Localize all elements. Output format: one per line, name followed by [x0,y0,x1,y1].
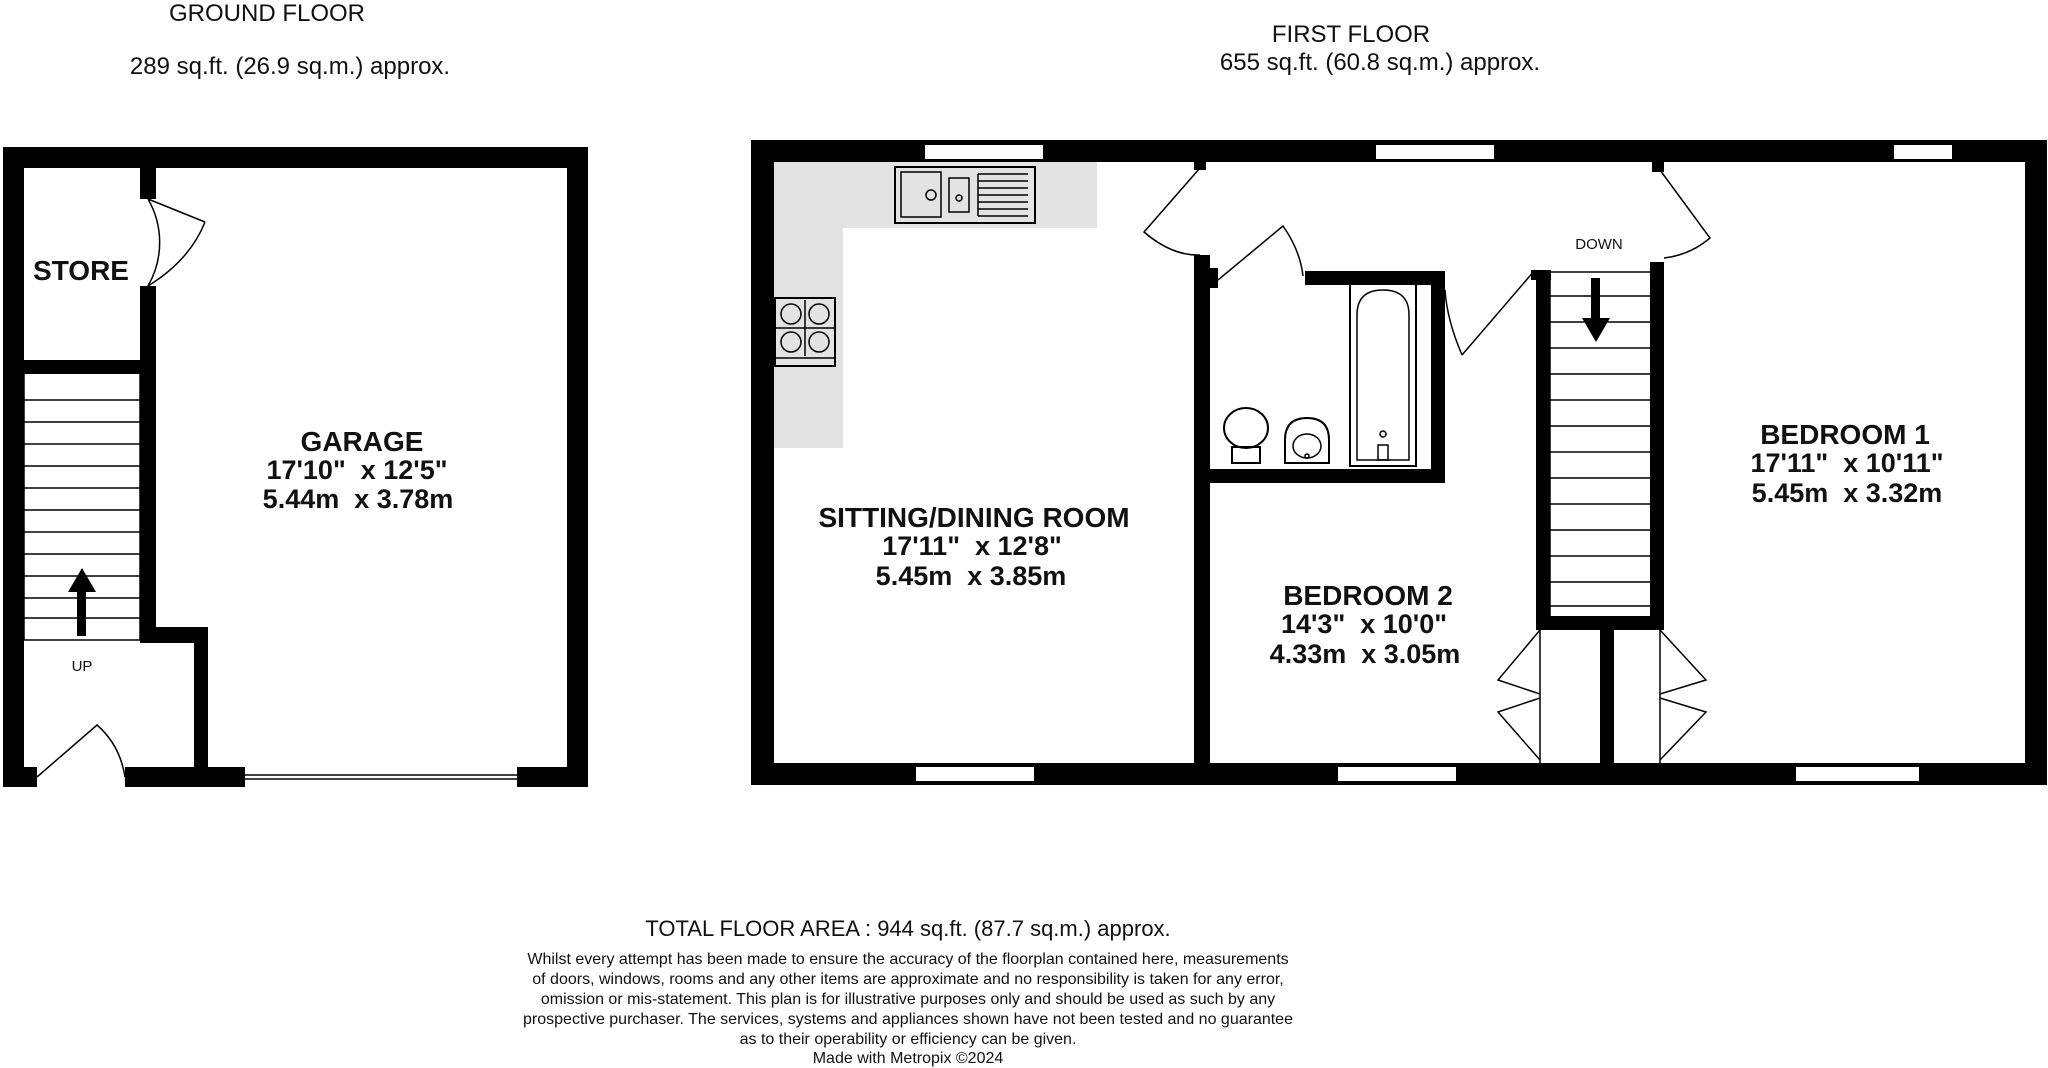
bath-wall-bottom [1210,469,1445,483]
sitting-room-metric: 5.45m x 3.85m [875,561,1067,591]
store-label: STORE [33,255,129,286]
ff-wall-left [751,140,774,785]
bedroom2-name: BEDROOM 2 [1283,580,1453,611]
cupboard-door-right-top [1660,630,1706,694]
garage-imperial: 17'10" x 12'5" [266,455,448,485]
ground-floor-plan [3,147,588,787]
bedroom1-door [1660,170,1710,258]
bedroom2-metric: 4.33m x 3.05m [1269,639,1461,669]
metropix-credit: Made with Metropix ©2024 [812,1050,1004,1067]
stair-wall-left [1536,270,1550,628]
gf-store-wall-top [140,147,156,199]
stair-wall-bottom [1536,616,1664,630]
gf-store-wall-lower [140,286,156,628]
ff-window-bed1-top [1893,144,1953,160]
stair-wall-top-stub [1531,270,1551,280]
ff-wall-sitting-right [1194,255,1210,763]
up-arrow-icon [77,590,86,636]
first-floor-area: 655 sq.ft. (60.8 sq.m.) approx. [1219,49,1541,76]
bath-icon [1350,284,1416,466]
ff-window-landing [1375,144,1495,160]
down-label: DOWN [1575,236,1623,253]
first-floor-title: FIRST FLOOR [1271,21,1431,48]
disclaimer-line-5: as to their operability or efficiency can be given. [739,1031,1077,1048]
total-floor-area: TOTAL FLOOR AREA : 944 sq.ft. (87.7 sq.m.) approx. [645,916,1171,941]
up-label: UP [71,658,93,675]
bedroom1-name: BEDROOM 1 [1760,419,1930,450]
disclaimer-line-4: prospective purchaser. The services, systems and appliances shown have not been tested and no guarantee [523,1011,1293,1028]
first-floor-stairs [1550,272,1650,616]
gf-store-floor-wall [24,360,140,374]
ff-wall-right [2025,140,2047,785]
bath-wall-left-stub [1210,268,1218,288]
entrance-door [37,725,125,777]
ground-floor-title: GROUND FLOOR [168,0,366,27]
sitting-room-name: SITTING/DINING ROOM [818,502,1130,533]
garage-name: GARAGE [300,426,424,457]
ff-window-kitchen [924,144,1044,160]
bath-wall-right [1431,271,1445,483]
sitting-door [1144,168,1200,255]
gf-wall-bottom-left [3,767,37,787]
disclaimer-line-2: of doors, windows, rooms and any other items are approximate and no responsibility is taken for any error, [532,971,1284,988]
garage-metric: 5.44m x 3.78m [262,484,454,514]
bed1-door-stub [1652,162,1664,172]
cupboard-door-right-bottom [1660,698,1706,760]
store-door-swing [148,222,205,286]
up-arrow-head-icon [68,568,96,592]
gf-wall-bottom-mid [125,767,245,787]
down-arrow-icon [1591,278,1600,320]
basin-icon [1285,418,1329,463]
ground-floor-area: 289 sq.ft. (26.9 sq.m.) approx. [129,53,451,80]
bedroom2-imperial: 14'3" x 10'0" [1280,609,1448,639]
toilet-icon [1224,408,1268,463]
gf-wall-top [3,147,588,168]
cupboard-divider-wall [1600,628,1614,763]
ff-window-bed1-bottom [1795,766,1920,782]
gf-hall-wall-side [194,627,208,767]
store-door [148,199,205,286]
ground-floor-stairs [24,374,140,640]
stair-wall-right [1650,262,1664,628]
sitting-room-imperial: 17'11" x 12'8" [882,531,1062,561]
bedroom1-imperial: 17'11" x 10'11" [1750,448,1944,478]
gf-wall-left [3,147,24,787]
first-floor-plan [751,140,2047,785]
gf-wall-right [567,147,588,787]
bedroom2-door [1445,270,1535,355]
bath-wall-top [1305,271,1445,285]
ff-window-bed2 [1337,766,1457,782]
gf-wall-bottom-right [517,767,588,787]
ff-window-sitting [915,766,1035,782]
cupboard-door-left-bottom [1498,698,1540,760]
disclaimer-line-3: omission or mis-statement. This plan is for illustrative purposes only and should be used as such by any [540,991,1276,1008]
bathroom-door [1218,226,1303,280]
disclaimer-line-1: Whilst every attempt has been made to ensure the accuracy of the floorplan contained here, measurements [527,951,1289,968]
down-arrow-head-icon [1582,318,1610,342]
cupboard-door-left-top [1498,630,1540,694]
bedroom1-metric: 5.45m x 3.32m [1751,478,1943,508]
